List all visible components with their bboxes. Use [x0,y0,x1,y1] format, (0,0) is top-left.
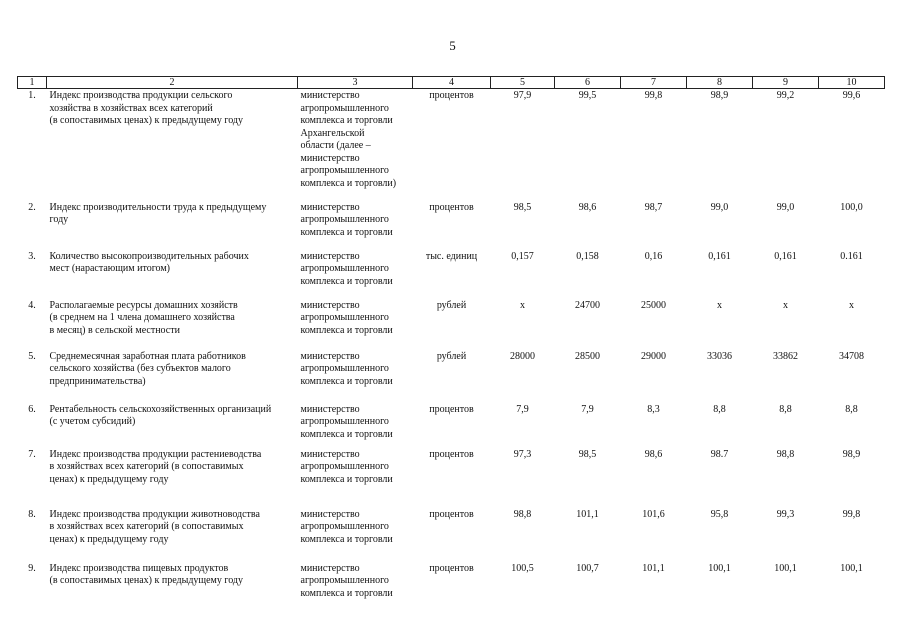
indicator-name: Индекс производства продукции растениеводства в хозяйствах всех категорий (в сопоставимых ценах) к предыдущему году [49,448,262,485]
table-row [18,299,885,350]
value-cell: 98,9 [842,448,861,460]
indicator-name: Индекс производства продукции сельского хозяйства в хозяйствах всех категорий (в сопоставимых ценах) к предыдущему году [49,90,244,126]
responsible-agency: министерство агропромышленного комплекса и торговли [300,562,393,599]
table-row [18,403,885,448]
unit-of-measure: процентов [429,201,474,213]
column-header: 9 [753,77,819,89]
value-cell: 99,8 [644,90,663,101]
value-cell: 33036 [707,350,732,362]
responsible-agency: министерство агропромышленного комплекса и торговли [300,448,393,485]
value-cell: 98,7 [644,201,663,213]
row-number: 2. [28,201,36,213]
unit-of-measure: процентов [429,90,474,101]
value-cell: 100,7 [576,562,599,574]
value-cell: 0,157 [511,250,534,262]
indicator-name: Индекс производства продукции животноводства в хозяйствах всех категорий (в сопоставимых ценах) к предыдущему году [49,508,260,545]
value-cell: 101,1 [642,562,665,574]
value-cell: х [783,299,788,311]
value-cell: х [717,299,722,311]
indicators-table [17,76,885,606]
column-header: 5 [491,77,555,89]
value-cell: 99,5 [578,90,597,101]
value-cell: 28000 [510,350,535,362]
unit-of-measure: тыс. единиц [425,250,478,262]
column-header: 1 [18,77,47,89]
table-row [18,562,885,606]
table-row [18,508,885,562]
row-number: 9. [28,562,36,574]
value-cell: 99,0 [710,201,729,213]
column-header: 4 [413,77,491,89]
unit-of-measure: процентов [429,562,474,574]
value-cell: 99,2 [776,90,795,101]
value-cell: 0.161 [840,250,863,262]
responsible-agency: министерство агропромышленного комплекса и торговли [300,508,393,545]
value-cell: 28500 [575,350,600,362]
unit-of-measure: процентов [429,508,474,520]
value-cell: 7,9 [581,403,594,415]
responsible-agency: министерство агропромышленного комплекса и торговли [300,350,393,387]
value-cell: 8,8 [845,403,858,415]
value-cell: 34708 [839,350,864,362]
value-cell: 25000 [641,299,666,311]
value-cell: 95,8 [710,508,729,520]
responsible-agency: министерство агропромышленного комплекса и торговли [300,250,393,287]
value-cell: 98,8 [513,508,532,520]
value-cell: 99,8 [842,508,861,520]
column-header: 3 [298,77,413,89]
column-header: 10 [819,77,885,89]
row-number: 4. [28,299,36,311]
value-cell: 99,0 [776,201,795,213]
value-cell: 98,9 [710,90,729,101]
responsible-agency: министерство агропромышленного комплекса и торговли Архангельской области (далее – министерство агропромышленного комплекса и торговли) [300,90,397,189]
value-cell: 100,0 [840,201,863,213]
value-cell: х [849,299,854,311]
value-cell: 0,161 [774,250,797,262]
value-cell: 0,16 [644,250,663,262]
indicator-name: Располагаемые ресурсы домашних хозяйств (в среднем на 1 члена домашнего хозяйства в месяц) в сельской местности [49,299,238,336]
value-cell: 0,158 [576,250,599,262]
value-cell: 98,8 [776,448,795,460]
value-cell: 100,1 [774,562,797,574]
column-header: 6 [555,77,621,89]
value-cell: 0,161 [708,250,731,262]
value-cell: 100,1 [840,562,863,574]
unit-of-measure: рублей [436,350,467,362]
row-number: 8. [28,508,36,520]
table-row [18,201,885,250]
unit-of-measure: рублей [436,299,467,311]
row-number: 7. [28,448,36,460]
value-cell: 98.7 [710,448,729,460]
responsible-agency: министерство агропромышленного комплекса и торговли [300,299,393,336]
row-number: 5. [28,350,36,362]
value-cell: 8,8 [779,403,792,415]
value-cell: 29000 [641,350,666,362]
indicator-name: Среднемесячная заработная плата работников сельского хозяйства (без субъектов малого предпринимательства) [49,350,246,387]
indicator-name: Индекс производительности труда к предыдущему году [49,201,267,225]
page-number: 5 [449,38,456,53]
indicator-name: Индекс производства пищевых продуктов (в сопоставимых ценах) к предыдущему году [49,562,244,586]
row-number: 3. [28,250,36,262]
responsible-agency: министерство агропромышленного комплекса и торговли [300,201,393,238]
column-header: 2 [47,77,298,89]
table-row [18,350,885,403]
column-number-header [18,77,885,89]
value-cell: 98,6 [644,448,663,460]
value-cell: 8,3 [647,403,660,415]
value-cell: 101,6 [642,508,665,520]
value-cell: 97,3 [513,448,532,460]
value-cell: 100,5 [511,562,534,574]
value-cell: 98,5 [578,448,597,460]
value-cell: 99,3 [776,508,795,520]
table-row [18,250,885,299]
value-cell: 24700 [575,299,600,311]
indicator-name: Рентабельность сельскохозяйственных организаций (с учетом субсидий) [49,403,272,427]
value-cell: х [520,299,525,311]
row-number: 6. [28,403,36,415]
value-cell: 8,8 [713,403,726,415]
row-number: 1. [28,90,36,101]
unit-of-measure: процентов [429,448,474,460]
value-cell: 98,6 [578,201,597,213]
value-cell: 33862 [773,350,798,362]
value-cell: 99,6 [842,90,861,101]
responsible-agency: министерство агропромышленного комплекса и торговли [300,403,393,440]
value-cell: 7,9 [516,403,529,415]
value-cell: 97,9 [513,90,532,101]
value-cell: 101,1 [576,508,599,520]
column-header: 7 [621,77,687,89]
value-cell: 100,1 [708,562,731,574]
indicator-name: Количество высокопроизводительных рабочих мест (нарастающим итогом) [49,250,249,274]
table-row [18,89,885,201]
unit-of-measure: процентов [429,403,474,415]
value-cell: 98,5 [513,201,532,213]
column-header: 8 [687,77,753,89]
table-row [18,448,885,508]
